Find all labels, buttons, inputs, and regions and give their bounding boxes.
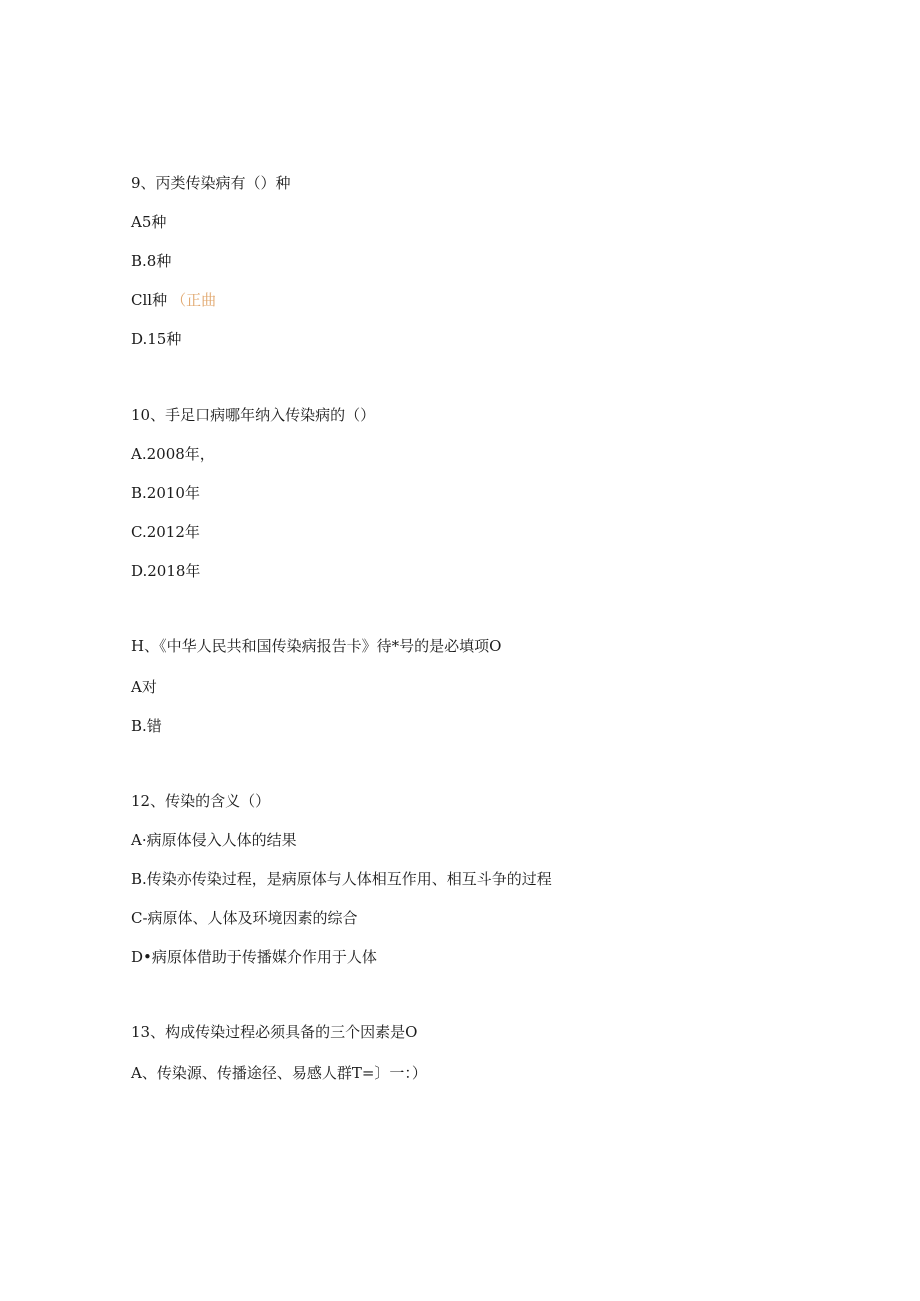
question-13-text: 13、构成传染过程必须具备的三个因素是O [131,1023,418,1041]
question-13-option-a: A、传染源、传播途径、易感人群T=〕一：） [131,1064,427,1082]
question-10-option-d: D.2018年 [131,562,201,580]
answer-note: （正曲 [171,291,217,309]
question-9-option-d: D.15种 [131,330,182,348]
question-10-option-c: C.2012年 [131,523,200,541]
question-11-option-b: B.错 [131,717,162,735]
question-10-option-b: B.2010年 [131,484,200,502]
question-11-option-a: A对 [131,678,157,696]
question-12-text: 12、传染的含义（） [131,792,271,810]
question-11-text: H、《中华人民共和国传染病报告卡》待*号的是必填项O [131,637,502,655]
question-9-option-c [131,290,216,310]
question-12-option-d: D•病原体借助于传播媒介作用于人体 [131,948,377,966]
question-12-option-c: C-病原体、人体及环境因素的综合 [131,909,358,927]
question-9-option-a: A5种 [131,213,167,231]
question-10-text: 10、手足口病哪年纳入传染病的（） [131,406,376,424]
question-9-option-c-text: Cll种 [131,291,168,309]
question-12-option-b: B.传染亦传染过程，是病原体与人体相互作用、相互斗争的过程 [131,870,552,888]
question-12-option-a: A·病原体侵入人体的结果 [131,831,297,849]
question-9-option-b: B.8种 [131,252,172,270]
question-9-text: 9、丙类传染病有（）种 [131,174,291,192]
question-10-option-a: A.2008年， [131,445,215,463]
